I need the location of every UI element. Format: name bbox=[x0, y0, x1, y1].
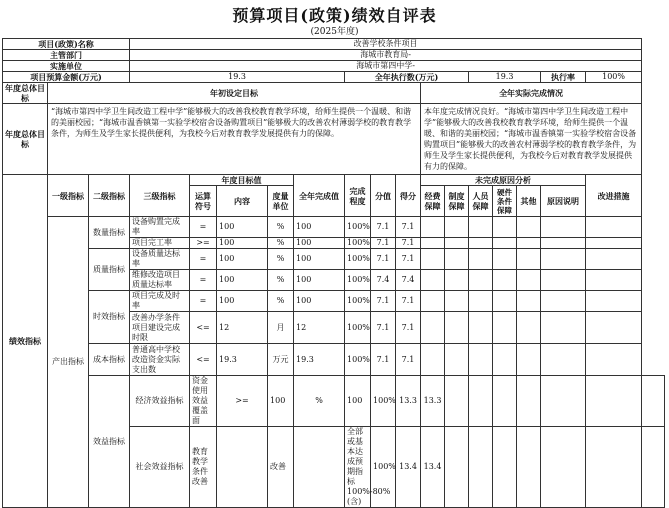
cell-empty bbox=[421, 312, 445, 344]
cell-degree: 100% bbox=[345, 270, 371, 291]
cell-name: 资金使用效益覆盖面 bbox=[190, 376, 217, 427]
cell-op: = bbox=[190, 217, 217, 238]
label-rate: 执行率 bbox=[541, 72, 586, 83]
cell-unit: % bbox=[268, 217, 294, 238]
cell-empty bbox=[445, 291, 469, 312]
hdr-unit: 度量单位 bbox=[268, 186, 294, 217]
row-project-name bbox=[3, 39, 665, 50]
cell-unit: % bbox=[268, 249, 294, 270]
cell-empty bbox=[586, 427, 642, 508]
value-project-name: 改善学校条件项目 bbox=[130, 39, 642, 50]
cell-op: = bbox=[190, 270, 217, 291]
cell-empty bbox=[541, 270, 586, 291]
hdr-reasons: 未完成原因分析 bbox=[421, 175, 586, 186]
cell-score: 13.3 bbox=[421, 376, 445, 427]
cell-content: 19.3 bbox=[217, 344, 268, 376]
hdr-score: 得分 bbox=[396, 175, 421, 217]
hdr-r1: 经费保障 bbox=[421, 186, 445, 217]
cell-name: 教育教学条件改善 bbox=[190, 427, 217, 508]
lvl2-time: 时效指标 bbox=[89, 291, 130, 344]
lvl2-social: 社会效益指标 bbox=[130, 427, 190, 508]
hdr-r5: 其他 bbox=[517, 186, 541, 217]
cell-empty bbox=[445, 427, 469, 508]
cell-degree: 100% bbox=[345, 217, 371, 238]
cell-empty bbox=[421, 270, 445, 291]
cell-content: 100 bbox=[268, 376, 294, 427]
value-budget: 19.3 bbox=[130, 72, 345, 83]
cell-unit: % bbox=[268, 270, 294, 291]
text-goal-initial: “海城市第四中学卫生间改造工程中学”能够极大的改善我校教育教学环境，给师生提供一个温暖、和谐的美丽校园；“海城市温香镇第一实验学校宿舍设备购置项目”能够极大的改善农村薄弱学校的教育教学条件，为师生及学生家长提供便利，为我校今后对教育教学发展提供有力的保障。 bbox=[48, 104, 421, 175]
cell-degree: 100% bbox=[371, 376, 396, 427]
cell-empty bbox=[493, 238, 517, 249]
value-rate: 100% bbox=[586, 72, 642, 83]
cell-content: 100 bbox=[217, 270, 268, 291]
cell-weight: 13.4 bbox=[396, 427, 421, 508]
cell-empty bbox=[421, 238, 445, 249]
form-year: (2025年度) bbox=[310, 27, 359, 37]
cell-unit: % bbox=[268, 291, 294, 312]
cell-name: 维修改造项目质量达标率 bbox=[130, 270, 190, 291]
cell-weight: 7.1 bbox=[371, 249, 396, 270]
cell-name: 设备质量达标率 bbox=[130, 249, 190, 270]
cell-empty bbox=[469, 344, 493, 376]
cell-empty bbox=[586, 376, 642, 427]
hdr-target: 年度目标值 bbox=[190, 175, 294, 186]
cell-op: <= bbox=[190, 312, 217, 344]
evaluation-form bbox=[2, 6, 667, 506]
value-dept: 海城市教育局- bbox=[130, 50, 642, 61]
cell-content: 100 bbox=[217, 238, 268, 249]
cell-empty bbox=[469, 249, 493, 270]
label-executed: 全年执行数(万元) bbox=[345, 72, 469, 83]
cell-empty bbox=[517, 376, 541, 427]
hdr-degree: 完成程度 bbox=[345, 175, 371, 217]
cell-weight: 7.1 bbox=[371, 217, 396, 238]
cell-unit: % bbox=[294, 376, 345, 427]
cell-actual: 100 bbox=[345, 376, 371, 427]
cell-unit bbox=[294, 427, 345, 508]
cell-score: 7.1 bbox=[396, 249, 421, 270]
cell-op: = bbox=[190, 249, 217, 270]
cell-actual: 100 bbox=[294, 238, 345, 249]
cell-score: 7.1 bbox=[396, 291, 421, 312]
hdr-op: 运算符号 bbox=[190, 186, 217, 217]
cell-empty bbox=[517, 217, 541, 238]
cell-empty bbox=[493, 291, 517, 312]
cell-empty bbox=[541, 291, 586, 312]
cell-empty bbox=[517, 427, 541, 508]
cell-empty bbox=[586, 217, 642, 238]
cell-empty bbox=[541, 249, 586, 270]
row-budget bbox=[3, 72, 665, 83]
cell-empty bbox=[493, 427, 517, 508]
cell-actual: 19.3 bbox=[294, 344, 345, 376]
cell-degree: 100% bbox=[345, 344, 371, 376]
cell-name: 项目完工率 bbox=[130, 238, 190, 249]
cell-actual: 100 bbox=[294, 217, 345, 238]
label-unit: 实施单位 bbox=[3, 61, 130, 72]
cell-empty bbox=[493, 312, 517, 344]
cell-empty bbox=[586, 238, 642, 249]
cell-empty bbox=[445, 344, 469, 376]
hdr-measures: 改进措施 bbox=[586, 175, 642, 217]
cell-actual: 100 bbox=[294, 249, 345, 270]
cell-degree: 100% bbox=[345, 249, 371, 270]
lvl2-qual: 质量指标 bbox=[89, 249, 130, 291]
cell-unit: 万元 bbox=[268, 344, 294, 376]
label-goal-total-2: 年度总体目标 bbox=[3, 104, 48, 175]
cell-empty bbox=[469, 312, 493, 344]
cell-weight: 7.4 bbox=[371, 270, 396, 291]
table-row bbox=[3, 344, 665, 376]
lvl1-effect: 效益指标 bbox=[89, 376, 130, 508]
cell-name: 普通高中学校改造资金实际支出数 bbox=[130, 344, 190, 376]
cell-empty bbox=[469, 427, 493, 508]
cell-empty bbox=[421, 291, 445, 312]
cell-empty bbox=[445, 312, 469, 344]
cell-empty bbox=[421, 217, 445, 238]
cell-content: 12 bbox=[217, 312, 268, 344]
cell-empty bbox=[541, 376, 586, 427]
hdr-actual: 全年完成值 bbox=[294, 175, 345, 217]
value-unit: 海城市第四中学- bbox=[130, 61, 642, 72]
cell-empty bbox=[421, 344, 445, 376]
lvl2-econ: 经济效益指标 bbox=[130, 376, 190, 427]
cell-empty bbox=[493, 249, 517, 270]
hdr-r4: 硬件条件保障 bbox=[493, 186, 517, 217]
hdr-r6: 原因说明 bbox=[541, 186, 586, 217]
cell-empty bbox=[517, 249, 541, 270]
cell-score: 7.1 bbox=[396, 217, 421, 238]
cell-empty bbox=[586, 270, 642, 291]
lvl1-output: 产出指标 bbox=[48, 217, 89, 508]
cell-empty bbox=[445, 249, 469, 270]
lvl2-qty: 数量指标 bbox=[89, 217, 130, 249]
row-goal-text bbox=[3, 104, 665, 175]
cell-weight: 7.1 bbox=[371, 238, 396, 249]
cell-weight: 7.1 bbox=[371, 291, 396, 312]
hdr-r2: 制度保障 bbox=[445, 186, 469, 217]
cell-empty bbox=[445, 238, 469, 249]
cell-actual: 全部或基本达成预期指标100%-80%(含) bbox=[345, 427, 371, 508]
label-goal-actual: 全年实际完成情况 bbox=[421, 83, 642, 104]
cell-empty bbox=[445, 376, 469, 427]
cell-op: = bbox=[190, 291, 217, 312]
cell-unit: % bbox=[268, 238, 294, 249]
table-row bbox=[3, 291, 665, 312]
cell-empty bbox=[642, 427, 665, 508]
cell-name: 项目完成及时率 bbox=[130, 291, 190, 312]
cell-empty bbox=[493, 217, 517, 238]
cell-score: 7.4 bbox=[396, 270, 421, 291]
cell-empty bbox=[586, 291, 642, 312]
text-goal-actual: 本年度完成情况良好。“海城市第四中学卫生间改造工程中学”能够极大的改善我校教育教学环境，给师生提供一个温暖、和谐的美丽校园；“海城市温香镇第一实验学校宿舍设备购置项目”能够极大的改善农村薄弱学校的教育教学条件，为师生及学生家长提供便利，为我校今后对教育教学发展提供有力的保障。 bbox=[421, 104, 642, 175]
cell-unit: 月 bbox=[268, 312, 294, 344]
hdr-content: 内容 bbox=[217, 186, 268, 217]
form-title: 预算项目(政策)绩效自评表 bbox=[232, 6, 437, 25]
cell-empty bbox=[541, 217, 586, 238]
cell-empty bbox=[469, 238, 493, 249]
row-goal-header bbox=[3, 83, 665, 104]
cell-empty bbox=[517, 238, 541, 249]
cell-empty bbox=[445, 270, 469, 291]
cell-empty bbox=[493, 376, 517, 427]
cell-op: >= bbox=[217, 376, 268, 427]
label-project-name: 项目(政策)名称 bbox=[3, 39, 130, 50]
cell-score: 7.1 bbox=[396, 238, 421, 249]
hdr-weight: 分值 bbox=[371, 175, 396, 217]
cell-degree: 100% bbox=[345, 238, 371, 249]
label-dept: 主管部门 bbox=[3, 50, 130, 61]
cell-empty bbox=[586, 344, 642, 376]
hdr-r3: 人员保障 bbox=[469, 186, 493, 217]
lvl2-cost: 成本指标 bbox=[89, 344, 130, 376]
hdr-lvl1: 一级指标 bbox=[48, 175, 89, 217]
cell-score: 13.4 bbox=[421, 427, 445, 508]
cell-actual: 100 bbox=[294, 291, 345, 312]
row-unit bbox=[3, 61, 665, 72]
value-executed: 19.3 bbox=[469, 72, 541, 83]
cell-degree: 100% bbox=[345, 291, 371, 312]
label-perf: 绩效指标 bbox=[3, 175, 48, 508]
cell-degree: 100% bbox=[371, 427, 396, 508]
cell-content: 100 bbox=[217, 291, 268, 312]
cell-empty bbox=[642, 376, 665, 427]
cell-weight: 13.3 bbox=[396, 376, 421, 427]
cell-name: 设备购置完成率 bbox=[130, 217, 190, 238]
cell-empty bbox=[493, 270, 517, 291]
cell-op: <= bbox=[190, 344, 217, 376]
label-goal-total: 年度总体目标 bbox=[3, 83, 48, 104]
cell-empty bbox=[586, 249, 642, 270]
cell-empty bbox=[469, 376, 493, 427]
cell-weight: 7.1 bbox=[371, 344, 396, 376]
cell-score: 7.1 bbox=[396, 344, 421, 376]
cell-empty bbox=[469, 270, 493, 291]
cell-actual: 100 bbox=[294, 270, 345, 291]
cell-name: 改善办学条件项目建设完成时限 bbox=[130, 312, 190, 344]
cell-empty bbox=[541, 344, 586, 376]
cell-empty bbox=[469, 217, 493, 238]
label-budget: 项目预算金额(万元) bbox=[3, 72, 130, 83]
hdr-lvl2: 二级指标 bbox=[89, 175, 130, 217]
cell-content: 100 bbox=[217, 217, 268, 238]
cell-empty bbox=[541, 312, 586, 344]
cell-degree: 100% bbox=[345, 312, 371, 344]
label-goal-initial: 年初设定目标 bbox=[48, 83, 421, 104]
table-row bbox=[3, 217, 665, 238]
cell-empty bbox=[586, 312, 642, 344]
cell-actual: 12 bbox=[294, 312, 345, 344]
cell-empty bbox=[445, 217, 469, 238]
cell-weight: 7.1 bbox=[371, 312, 396, 344]
cell-empty bbox=[541, 427, 586, 508]
cell-op bbox=[217, 427, 268, 508]
table-row bbox=[3, 249, 665, 270]
cell-empty bbox=[469, 291, 493, 312]
row-header-1 bbox=[3, 175, 665, 186]
hdr-lvl3: 三级指标 bbox=[130, 175, 190, 217]
cell-score: 7.1 bbox=[396, 312, 421, 344]
cell-empty bbox=[517, 291, 541, 312]
cell-op: >= bbox=[190, 238, 217, 249]
cell-content: 100 bbox=[217, 249, 268, 270]
cell-empty bbox=[517, 270, 541, 291]
row-dept bbox=[3, 50, 665, 61]
cell-content: 改善 bbox=[268, 427, 294, 508]
cell-empty bbox=[421, 249, 445, 270]
evaluation-table bbox=[2, 38, 665, 508]
cell-empty bbox=[517, 344, 541, 376]
cell-empty bbox=[541, 238, 586, 249]
table-row bbox=[3, 376, 665, 427]
cell-empty bbox=[517, 312, 541, 344]
cell-empty bbox=[493, 344, 517, 376]
